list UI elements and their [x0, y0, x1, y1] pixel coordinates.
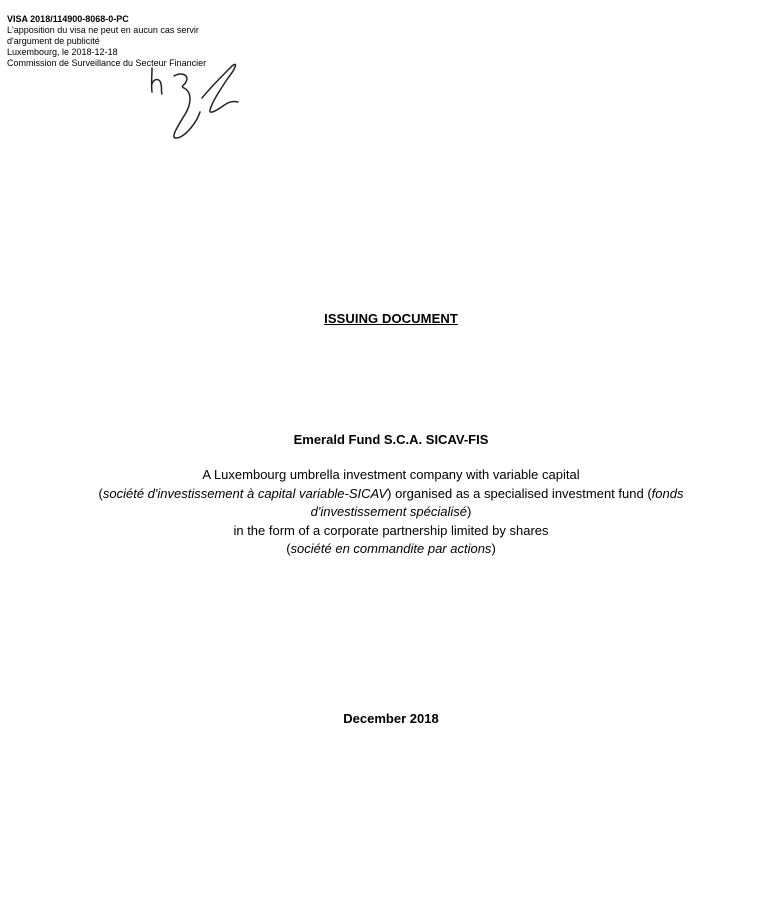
paren-close: ) — [467, 504, 472, 519]
fund-name: Emerald Fund S.C.A. SICAV-FIS — [293, 432, 489, 447]
visa-disclaimer-line-1: L'apposition du visa ne peut en aucun cas servir — [7, 25, 199, 35]
signature-icon — [140, 58, 245, 142]
visa-disclaimer-line-2: d'argument de publicité — [7, 36, 100, 46]
description-line-3: in the form of a corporate partnership limited by shares — [233, 522, 549, 538]
paren-close: ) — [491, 541, 496, 556]
visa-authority-line: Commission de Surveillance du Secteur Financier — [7, 58, 207, 68]
visa-date-line: Luxembourg, le 2018-12-18 — [7, 47, 118, 57]
description-line-4 — [80, 540, 702, 559]
paren-open: ( — [98, 485, 103, 501]
document-title: ISSUING DOCUMENT — [324, 311, 458, 326]
sca-french-term: société en commandite par actions — [290, 541, 492, 556]
visa-reference: VISA 2018/114900-8068-0-PC — [7, 14, 129, 24]
document-date: December 2018 — [343, 711, 439, 726]
fund-description — [80, 466, 702, 559]
description-line-2-middle: ) organised as a specialised investment fund ( — [387, 485, 652, 501]
fis-french-term: fonds d'investissement spécialisé — [310, 485, 684, 519]
description-line-2 — [80, 485, 702, 522]
sicav-french-term: société d'investissement à capital variable-SICAV — [102, 485, 388, 501]
description-line-1: A Luxembourg umbrella investment company with variable capital — [202, 467, 580, 482]
paren-open: ( — [286, 541, 291, 556]
